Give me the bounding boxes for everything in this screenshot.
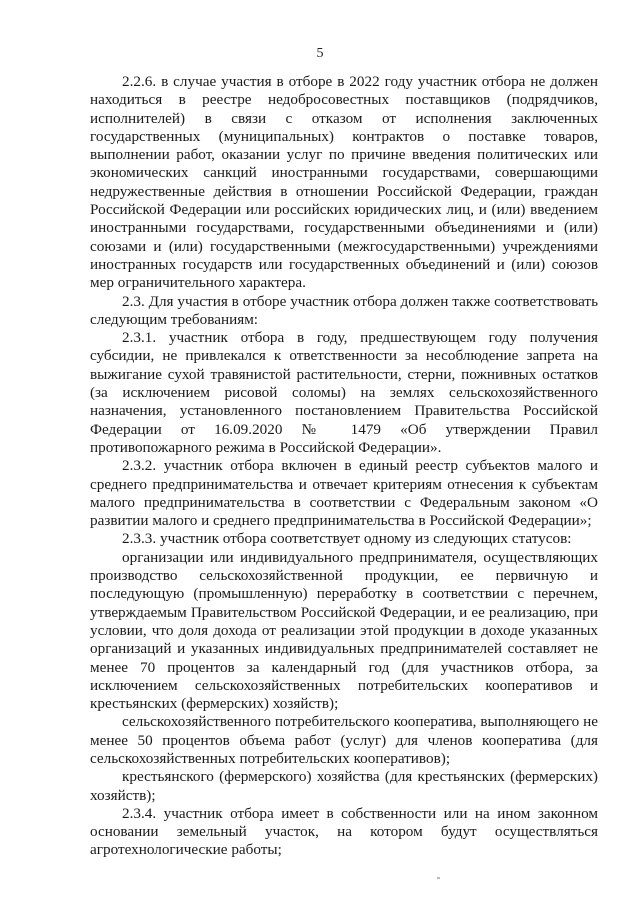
- status-organization-item: организации или индивидуального предпринимателя, осуществляющих производство сельскохозяйственной продукции, ее первичную и последующую (промышленную) переработку в соответствии с перечнем, утверждаемым Правительством Российской Федерации, и ее реализацию, при условии, что доля дохода от реализации этой продукции в доходе указанных организаций и указанных индивидуальных предпринимателей составляет не менее 70 процентов за календарный год (для участников отбора, за исключением сельскохозяйственных потребительских кооперативов и крестьянских (фермерских) хозяйств);: [90, 548, 598, 713]
- document-body: [90, 73, 598, 860]
- paragraph-2-3-3: 2.3.3. участник отбора соответствует одному из следующих статусов:: [122, 530, 572, 548]
- paragraph-2-3: 2.3. Для участия в отборе участник отбора должен также соответствовать следующим требованиям:: [90, 292, 598, 328]
- paragraph-2-3-2: 2.3.2. участник отбора включен в единый реестр субъектов малого и среднего предпринимательства и отвечает критериям отнесения к субъектам малого предпринимательства в соответствии с Федеральным законом «О развитии малого и среднего предпринимательства в Российской Федерации»;: [90, 457, 598, 530]
- scan-speck: [437, 877, 440, 879]
- paragraph-2-2-6: 2.2.6. в случае участия в отборе в 2022 году участник отбора не должен находиться в реестре недобросовестных поставщиков (подрядчиков, исполнителей) в связи с отказом от исполнения заключенных государственных (муниципальных) контрактов о поставке товаров, выполнении работ, оказании услуг по причине введения политических или экономических санкций иностранными государствами, совершающими недружественные действия в отношении Российской Федерации, граждан Российской Федерации или российских юридических лиц, и (или) введением иностранными государствами, государственными объединениями и (или) союзами и (или) государственными (межгосударственными) учреждениями иностранных государств или государственных объединений и (или) союзов мер ограничительного характера.: [90, 73, 598, 292]
- status-farm-item: крестьянского (фермерского) хозяйства (для крестьянских (фермерских) хозяйств);: [90, 768, 598, 804]
- paragraph-2-3-1: 2.3.1. участник отбора в году, предшествующем году получения субсидии, не привлекался к ответственности за несоблюдение запрета на выжигание сухой травянистой растительности, стерни, пожнивных остатков (за исключением рисовой соломы) на землях сельскохозяйственного назначения, установленного постановлением Правительства Российской Федерации от 16.09.2020 № 1479 «Об утверждении Правил противопожарного режима в Российской Федерации».: [90, 329, 598, 456]
- paragraph-2-3-4: 2.3.4. участник отбора имеет в собственности или на ином законном основании земельный участок, на котором будут осуществляться агротехнологические работы;: [90, 804, 598, 859]
- page-number: 5: [316, 46, 324, 61]
- status-cooperative-item: сельскохозяйственного потребительского кооператива, выполняющего не менее 50 процентов объема работ (услуг) для членов кооператива (для сельскохозяйственных потребительских кооперативов);: [90, 713, 598, 767]
